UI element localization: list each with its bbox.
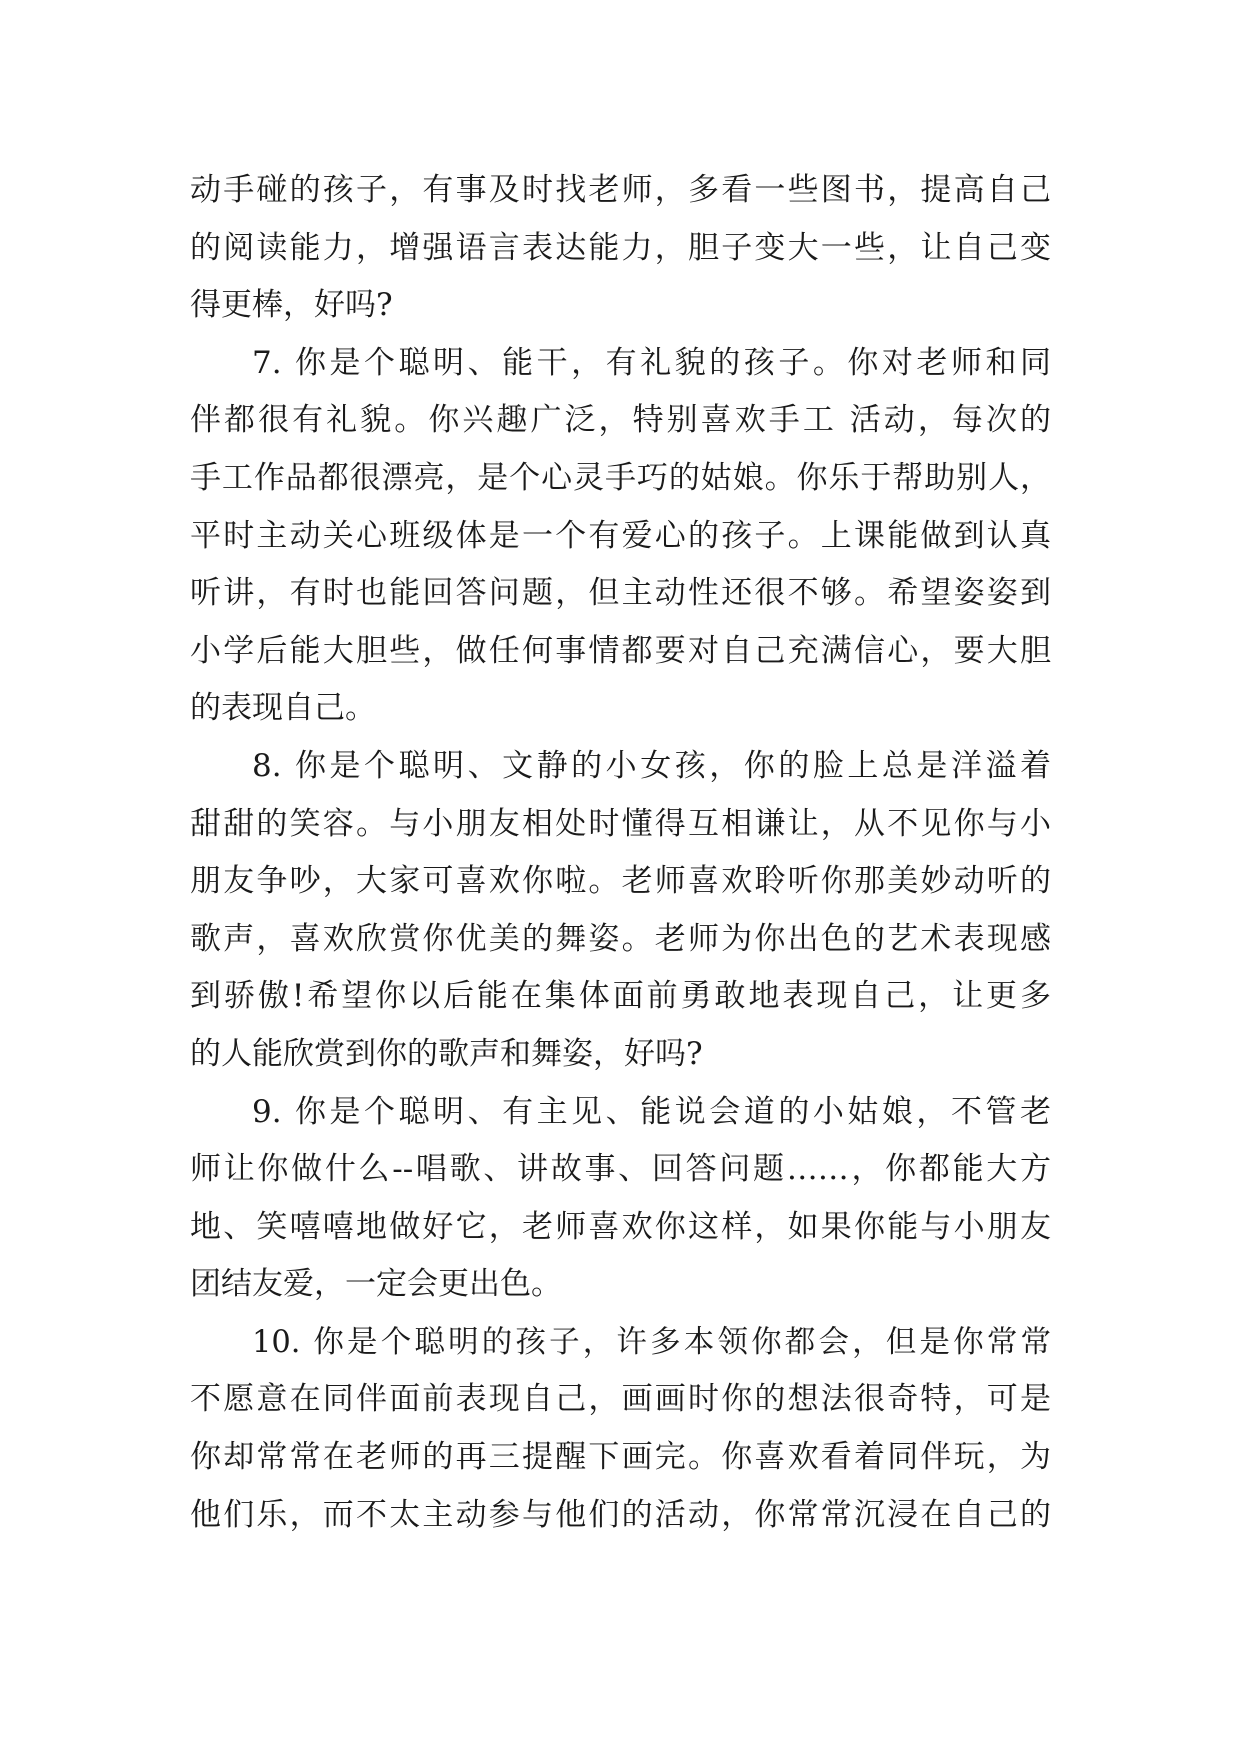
text-line: 伴都很有礼貌。你兴趣广泛，特别喜欢手工 活动，每次的 bbox=[190, 402, 1051, 439]
text-line: 动手碰的孩子，有事及时找老师，多看一些图书，提高自己 bbox=[190, 172, 1051, 208]
text-line: 得更棒，好吗? bbox=[190, 287, 393, 324]
text-line: 到骄傲!希望你以后能在集体面前勇敢地表现自己，让更多 bbox=[190, 978, 1051, 1015]
text-line: 你却常常在老师的再三提醒下画完。你喜欢看着同伴玩，为 bbox=[190, 1439, 1051, 1476]
text-line: 歌声，喜欢欣赏你优美的舞姿。老师为你出色的艺术表现感 bbox=[190, 920, 1051, 957]
paragraph-start-line: 7. 你是个聪明、能干，有礼貌的孩子。你对老师和同 bbox=[252, 344, 1051, 381]
text-line: 手工作品都很漂亮，是个心灵手巧的姑娘。你乐于帮助别人， bbox=[190, 459, 1051, 496]
text-line: 平时主动关心班级体是一个有爱心的孩子。上课能做到认真 bbox=[190, 517, 1051, 554]
text-line: 朋友争吵，大家可喜欢你啦。老师喜欢聆听你那美妙动听的 bbox=[190, 863, 1051, 900]
paragraph-start-line: 10. 你是个聪明的孩子，许多本领你都会，但是你常常 bbox=[252, 1324, 1051, 1360]
text-line: 的人能欣赏到你的歌声和舞姿，好吗? bbox=[190, 1035, 703, 1072]
text-line: 团结友爱，一定会更出色。 bbox=[190, 1266, 562, 1303]
paragraph-start-line: 8. 你是个聪明、文静的小女孩，你的脸上总是洋溢着 bbox=[252, 747, 1051, 784]
text-line: 听讲，有时也能回答问题，但主动性还很不够。希望姿姿到 bbox=[190, 575, 1051, 612]
text-line: 地、笑嘻嘻地做好它，老师喜欢你这样，如果你能与小朋友 bbox=[190, 1208, 1051, 1245]
text-line: 小学后能大胆些，做任何事情都要对自己充满信心，要大胆 bbox=[190, 632, 1051, 669]
text-line: 师让你做什么--唱歌、讲故事、回答问题……，你都能大方 bbox=[190, 1151, 1051, 1188]
text-line: 他们乐，而不太主动参与他们的活动，你常常沉浸在自己的 bbox=[190, 1496, 1051, 1533]
text-line: 的阅读能力，增强语言表达能力，胆子变大一些，让自己变 bbox=[190, 229, 1051, 266]
text-line: 不愿意在同伴面前表现自己，画画时你的想法很奇特，可是 bbox=[190, 1381, 1051, 1418]
body-text bbox=[190, 162, 1051, 1544]
paragraph-start-line: 9. 你是个聪明、有主见、能说会道的小姑娘，不管老 bbox=[252, 1093, 1051, 1130]
text-line: 的表现自己。 bbox=[190, 690, 376, 727]
text-line: 甜甜的笑容。与小朋友相处时懂得互相谦让，从不见你与小 bbox=[190, 805, 1051, 842]
